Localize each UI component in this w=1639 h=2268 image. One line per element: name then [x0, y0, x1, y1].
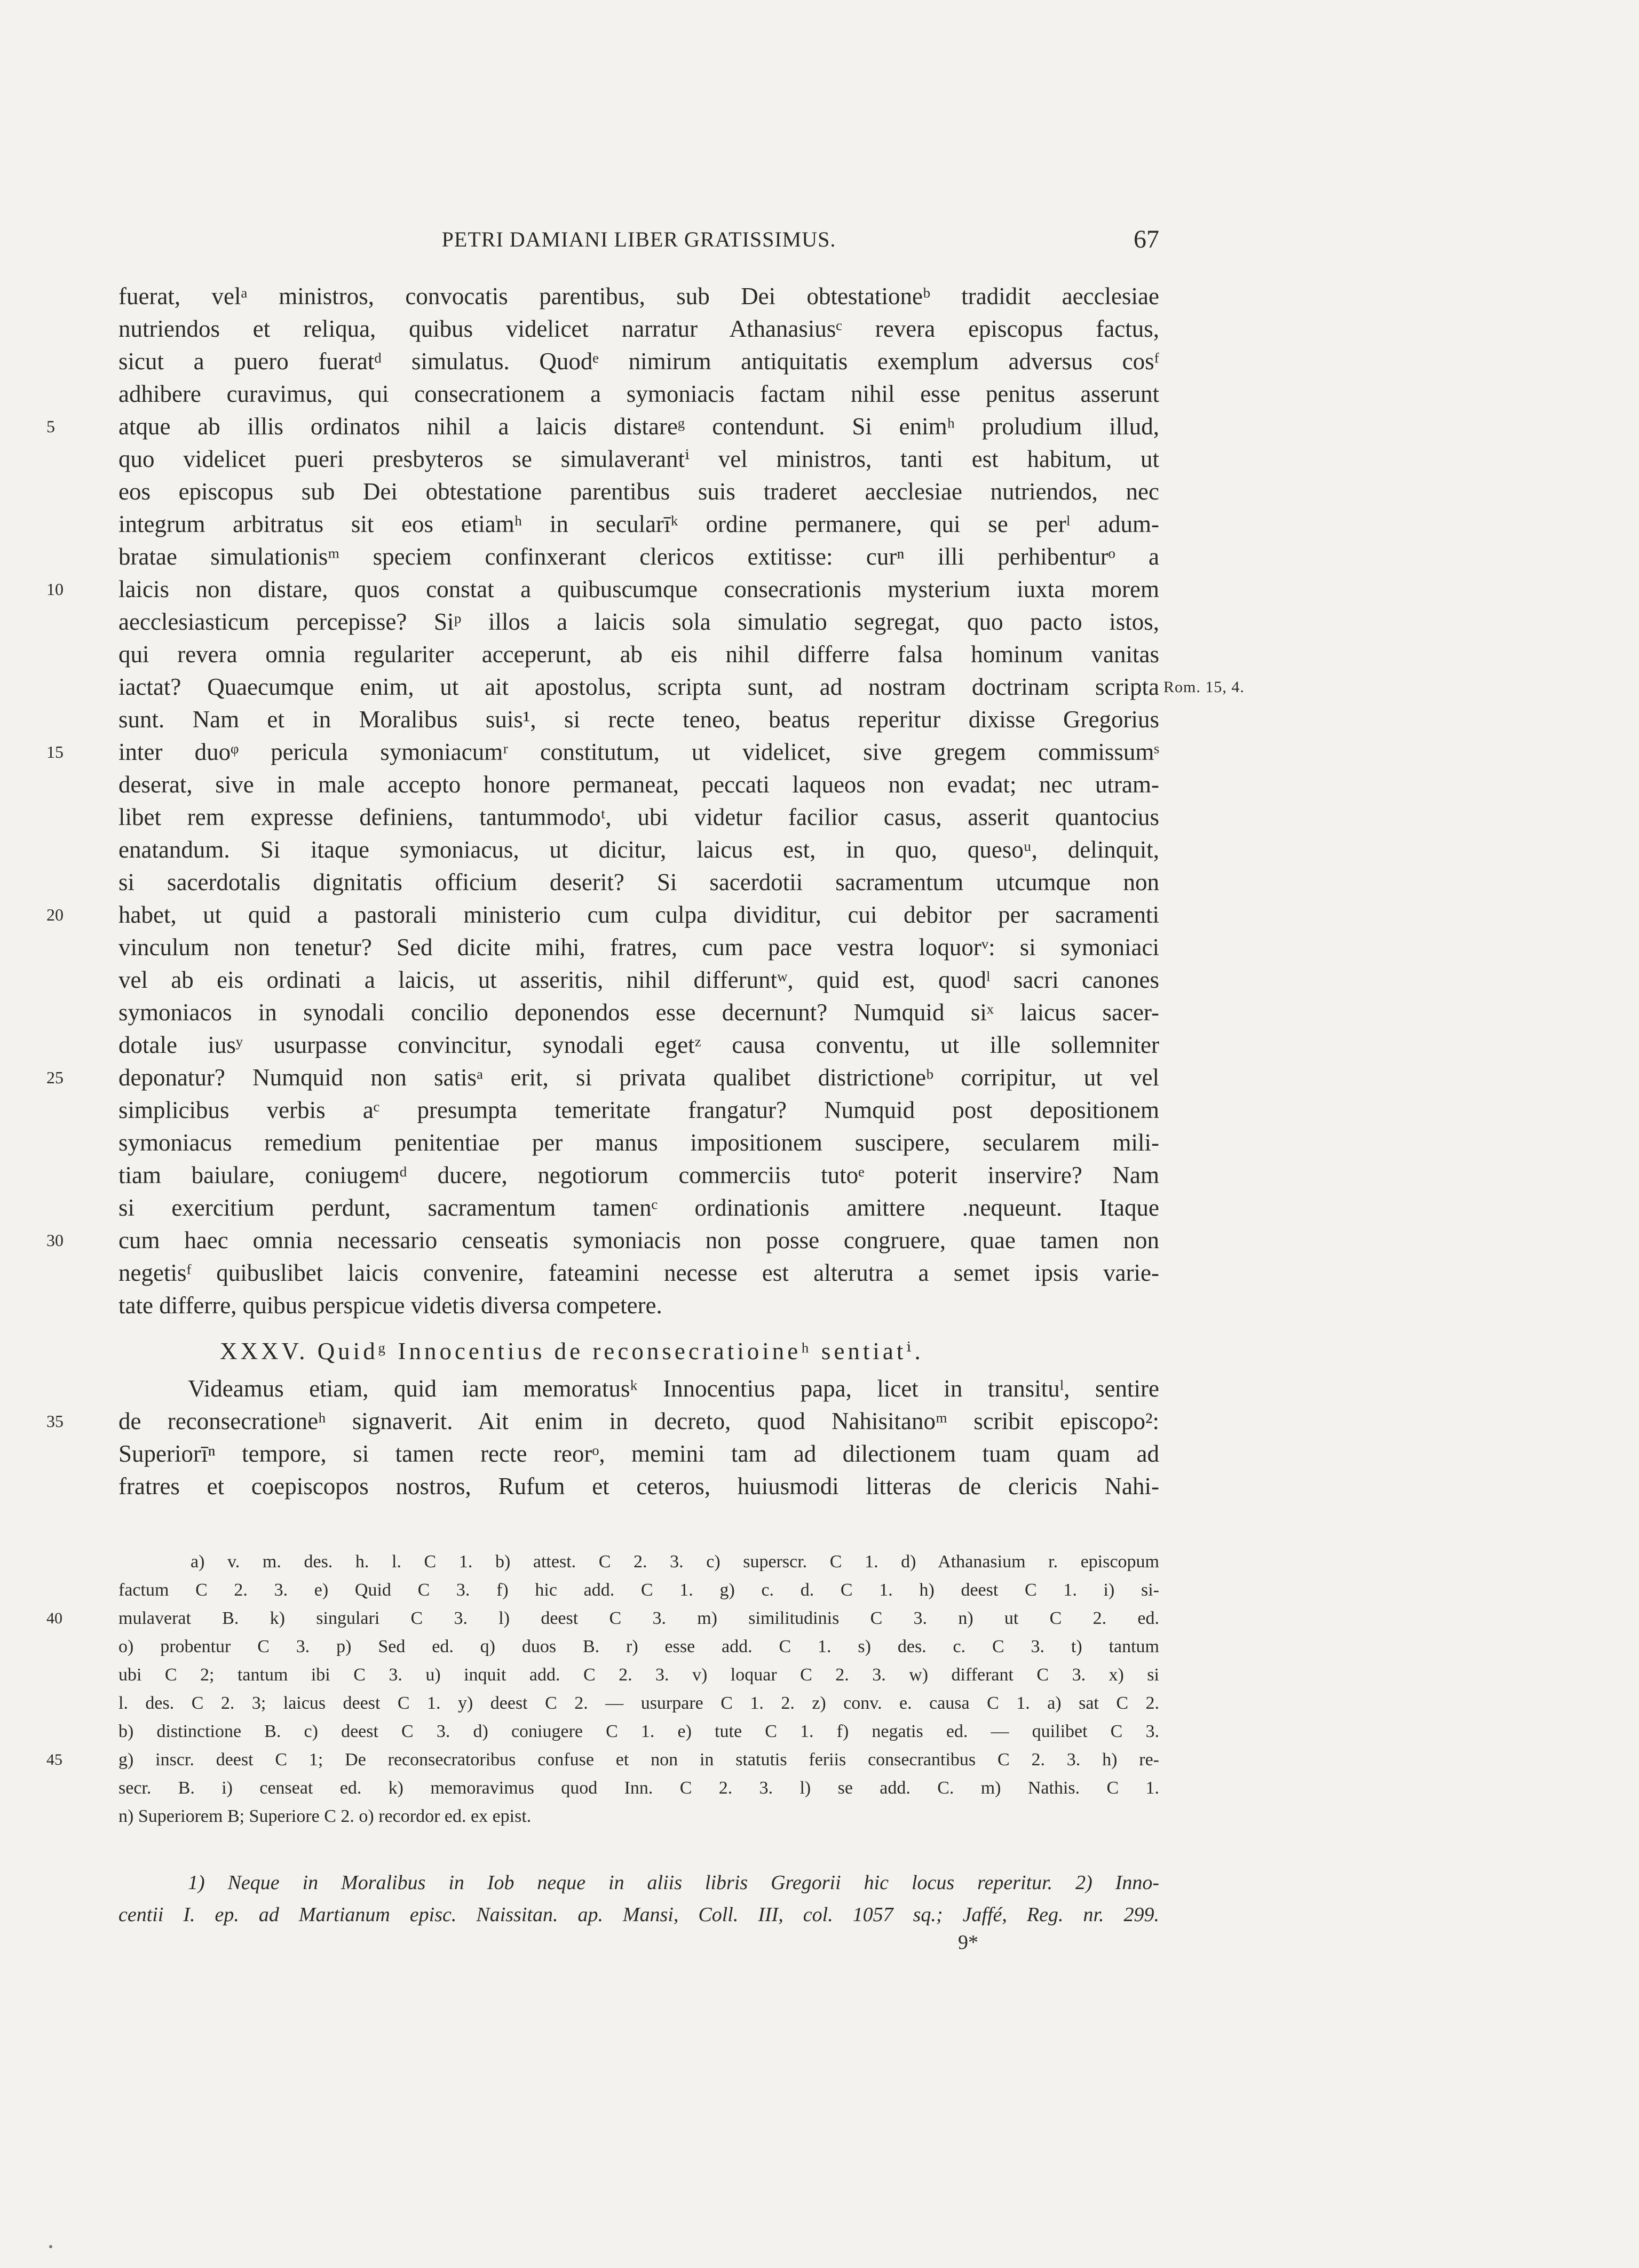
- text-line: [46, 899, 1159, 931]
- text-line: [118, 1373, 1159, 1405]
- line-number: 45: [46, 1751, 62, 1769]
- signature-mark: 9*: [958, 1931, 978, 1954]
- text-line-text: vinculum non tenetur? Sed dicite mihi, fratres, cum pace vestra loquorᵛ: si symoniaci: [118, 934, 1159, 961]
- text-line: [118, 313, 1159, 345]
- text-line: [118, 1257, 1159, 1289]
- text-line: [118, 801, 1159, 834]
- text-line-text: si sacerdotalis dignitatis officium deserit? Si sacerdotii sacramentum utcumque non: [118, 869, 1159, 895]
- source-notes: [118, 1867, 1159, 1931]
- text-line: [118, 866, 1159, 899]
- text-line-text: sunt. Nam et in Moralibus suis¹, si recte teneo, beatus reperitur dixisse Gregorius: [118, 706, 1159, 733]
- text-line: [46, 1061, 1159, 1094]
- text-line: [46, 410, 1159, 443]
- text-line: [118, 638, 1159, 671]
- apparatus-line-text: mulaverat B. k) singulari C 3. l) deest C 3. m) similitudinis C 3. n) ut C 2. ed.: [118, 1608, 1159, 1628]
- apparatus-line-text: factum C 2. 3. e) Quid C 3. f) hic add. C 1. g) c. d. C 1. h) deest C 1. i) si-: [118, 1580, 1159, 1600]
- apparatus-line: [118, 1661, 1159, 1689]
- text-line-text: nutriendos et reliqua, quibus videlicet narratur Athanasiusᶜ revera episcopus factus,: [118, 315, 1159, 342]
- text-line-text: fratres et coepiscopos nostros, Rufum et ceteros, huiusmodi litteras de clericis Nahi-: [118, 1473, 1159, 1500]
- text-line: [118, 671, 1245, 703]
- line-number: 10: [46, 580, 64, 599]
- apparatus-line: [118, 1576, 1159, 1604]
- apparatus-line-text: b) distinctione B. c) deest C 3. d) coniugere C 1. e) tute C 1. f) negatis ed. — quilibet C 3.: [118, 1722, 1159, 1741]
- text-line-text: atque ab illis ordinatos nihil a laicis distareᵍ contendunt. Si enimʰ proludium illud,: [118, 413, 1159, 440]
- text-line-text: si exercitium perdunt, sacramentum tamenᶜ ordinationis amittere .nequeunt. Itaque: [118, 1194, 1159, 1221]
- text-line-text: quo videlicet pueri presbyteros se simulaverantⁱ vel ministros, tanti est habitum, ut: [118, 446, 1159, 472]
- line-number: 15: [46, 742, 64, 762]
- line-number: 35: [46, 1411, 64, 1431]
- margin-reference: Rom. 15, 4.: [1163, 678, 1245, 696]
- text-line: [118, 996, 1159, 1029]
- apparatus-line: [118, 1802, 1159, 1830]
- text-line-text: vel ab eis ordinati a laicis, ut asseritis, nihil differuntʷ, quid est, quodˡ sacri canones: [118, 966, 1159, 993]
- source-note-line: centii I. ep. ad Martianum episc. Naissitan. ap. Mansi, Coll. III, col. 1057 sq.; Jaffé, Reg. nr. 299.: [118, 1904, 1159, 1926]
- text-line-text: iactat? Quaecumque enim, ut ait apostolus, scripta sunt, ad nostram doctrinam scripta: [118, 673, 1159, 700]
- text-line-text: symoniacus remedium penitentiae per manus impositionem suscipere, secularem mili-: [118, 1129, 1159, 1156]
- text-line-text: tate differre, quibus perspicue videtis diversa competere.: [118, 1292, 662, 1319]
- section-heading: XXXV. Quidᵍ Innocentius de reconsecratioineʰ sentiatⁱ.: [220, 1338, 924, 1365]
- text-line: [118, 703, 1159, 736]
- apparatus-line-text: g) inscr. deest C 1; De reconsecratoribus confuse et non in statutis feriis consecrantibus C 2. 3. h) re-: [118, 1750, 1159, 1770]
- text-line-text: dotale iusʸ usurpasse convincitur, synodali egetᶻ causa conventu, ut ille sollemniter: [118, 1032, 1159, 1058]
- text-line-text: qui revera omnia regulariter acceperunt, ab eis nihil differre falsa hominum vanitas: [118, 641, 1159, 668]
- apparatus-line-text: a) v. m. des. h. l. C 1. b) attest. C 2. 3. c) superscr. C 1. d) Athanasium r. episcopum: [191, 1552, 1159, 1572]
- text-line: [118, 541, 1159, 573]
- apparatus-line: [118, 1717, 1159, 1746]
- text-line: [118, 475, 1159, 508]
- text-line-text: sicut a puero fueratᵈ simulatus. Quodᵉ nimirum antiquitatis exemplum adversus cosᶠ: [118, 348, 1159, 375]
- apparatus-line-text: ubi C 2; tantum ibi C 3. u) inquit add. C 2. 3. v) loquar C 2. 3. w) differant C 3. x) si: [118, 1665, 1159, 1685]
- text-line-text: symoniacos in synodali concilio deponendos esse decernunt? Numquid siˣ laicus sacer-: [118, 999, 1159, 1026]
- page-number: 67: [1134, 225, 1159, 253]
- text-line-text: Superiorīⁿ tempore, si tamen recte reorᵒ, memini tam ad dilectionem tuam quam ad: [118, 1440, 1159, 1467]
- page-header: [118, 227, 1159, 259]
- text-line-text: deponatur? Numquid non satisᵃ erit, si privata qualibet districtioneᵇ corripitur, ut vel: [118, 1064, 1159, 1091]
- text-line-text: cum haec omnia necessario censeatis symoniacis non posse congruere, quae tamen non: [118, 1227, 1159, 1254]
- text-line-text: enatandum. Si itaque symoniacus, ut dicitur, laicus est, in quo, quesoᵘ, delinquit,: [118, 836, 1159, 863]
- text-line: [118, 768, 1159, 801]
- text-line-text: laicis non distare, quos constat a quibuscumque consecrationis mysterium iuxta morem: [118, 576, 1159, 602]
- text-line: [118, 1289, 1159, 1322]
- apparatus-line-text: n) Superiorem B; Superiore C 2. o) recordor ed. ex epist.: [118, 1806, 532, 1826]
- text-line-text: de reconsecrationeʰ signaverit. Ait enim in decreto, quod Nahisitanoᵐ scribit episcopo²:: [118, 1408, 1159, 1434]
- text-line-text: simplicibus verbis aᶜ presumpta temeritate frangatur? Numquid post depositionem: [118, 1097, 1159, 1123]
- apparatus-line-text: o) probentur C 3. p) Sed ed. q) duos B. r) esse add. C 1. s) des. c. C 3. t) tantum: [118, 1637, 1159, 1656]
- text-line: [118, 834, 1159, 866]
- text-line-text: integrum arbitratus sit eos etiamʰ in secularīᵏ ordine permanere, qui se perˡ adum-: [118, 511, 1159, 537]
- apparatus-line: [118, 1632, 1159, 1661]
- running-title: PETRI DAMIANI LIBER GRATISSIMUS.: [441, 227, 836, 251]
- line-number: 20: [46, 905, 64, 924]
- text-line-text: inter duoᵠ pericula symoniacumʳ constitutum, ut videlicet, sive gregem commissumˢ: [118, 739, 1159, 765]
- text-line-text: libet rem expresse definiens, tantummodoᵗ, ubi videtur facilior casus, asserit quantocius: [118, 804, 1159, 830]
- line-number: 5: [46, 417, 55, 436]
- text-line: [118, 345, 1159, 378]
- text-line: [118, 964, 1159, 996]
- critical-apparatus: [46, 1548, 1159, 1830]
- text-line: [46, 573, 1159, 606]
- text-line: [46, 1405, 1159, 1438]
- text-line: [118, 1438, 1159, 1470]
- line-number: 30: [46, 1231, 64, 1250]
- text-line-text: eos episcopus sub Dei obtestatione parentibus suis traderet aecclesiae nutriendos, nec: [118, 478, 1159, 505]
- text-line: [118, 1470, 1159, 1503]
- text-line-text: fuerat, velᵃ ministros, convocatis parentibus, sub Dei obtestationeᵇ tradidit aecclesiae: [118, 283, 1159, 310]
- text-line: [118, 443, 1159, 475]
- text-line: [118, 508, 1159, 541]
- text-line: [118, 1192, 1159, 1224]
- text-line: [118, 1029, 1159, 1061]
- main-text: [46, 280, 1245, 1503]
- text-line: [118, 378, 1159, 410]
- text-line-text: negetisᶠ quibuslibet laicis convenire, fateamini necesse est alterutra a semet ipsis varie-: [118, 1259, 1159, 1286]
- line-number: 40: [46, 1609, 62, 1627]
- apparatus-line: [118, 1689, 1159, 1717]
- text-line-text: deserat, sive in male accepto honore permaneat, peccati laqueos non evadat; nec utram-: [118, 771, 1159, 798]
- text-line: [118, 1159, 1159, 1192]
- apparatus-line: [46, 1604, 1159, 1632]
- text-line: [118, 1127, 1159, 1159]
- text-line: [118, 931, 1159, 964]
- text-line: [118, 606, 1159, 638]
- text-line-text: bratae simulationisᵐ speciem confinxerant clericos extitisse: curⁿ illi perhibenturᵒ a: [118, 543, 1159, 570]
- apparatus-line-text: l. des. C 2. 3; laicus deest C 1. y) deest C 2. — usurpare C 1. 2. z) conv. e. causa C 1. a) sat C 2.: [118, 1693, 1159, 1713]
- line-number: 25: [46, 1068, 64, 1087]
- text-line: [118, 280, 1159, 313]
- source-note-line: 1) Neque in Moralibus in Iob neque in aliis libris Gregorii hic locus reperitur. 2) Inno-: [188, 1872, 1159, 1894]
- text-line-text: Videamus etiam, quid iam memoratusᵏ Innocentius papa, licet in transituˡ, sentire: [188, 1375, 1159, 1402]
- text-line-text: adhibere curavimus, qui consecrationem a symoniacis factam nihil esse penitus asserunt: [118, 380, 1159, 407]
- text-line: [46, 1224, 1159, 1257]
- apparatus-line: [118, 1548, 1159, 1576]
- text-line-text: tiam baiulare, coniugemᵈ ducere, negotiorum commerciis tutoᵉ poterit inservire? Nam: [118, 1162, 1159, 1188]
- scan-speck: [49, 2245, 52, 2248]
- apparatus-line-text: secr. B. i) censeat ed. k) memoravimus quod Inn. C 2. 3. l) se add. C. m) Nathis. C 1.: [118, 1778, 1159, 1798]
- apparatus-line: [118, 1774, 1159, 1802]
- text-line-text: habet, ut quid a pastorali ministerio cum culpa dividitur, cui debitor per sacramenti: [118, 901, 1159, 928]
- text-line-text: aecclesiasticum percepisse? Siᵖ illos a laicis sola simulatio segregat, quo pacto istos,: [118, 608, 1159, 635]
- text-line: [118, 1094, 1159, 1127]
- text-line: [46, 736, 1159, 768]
- apparatus-line: [46, 1746, 1159, 1774]
